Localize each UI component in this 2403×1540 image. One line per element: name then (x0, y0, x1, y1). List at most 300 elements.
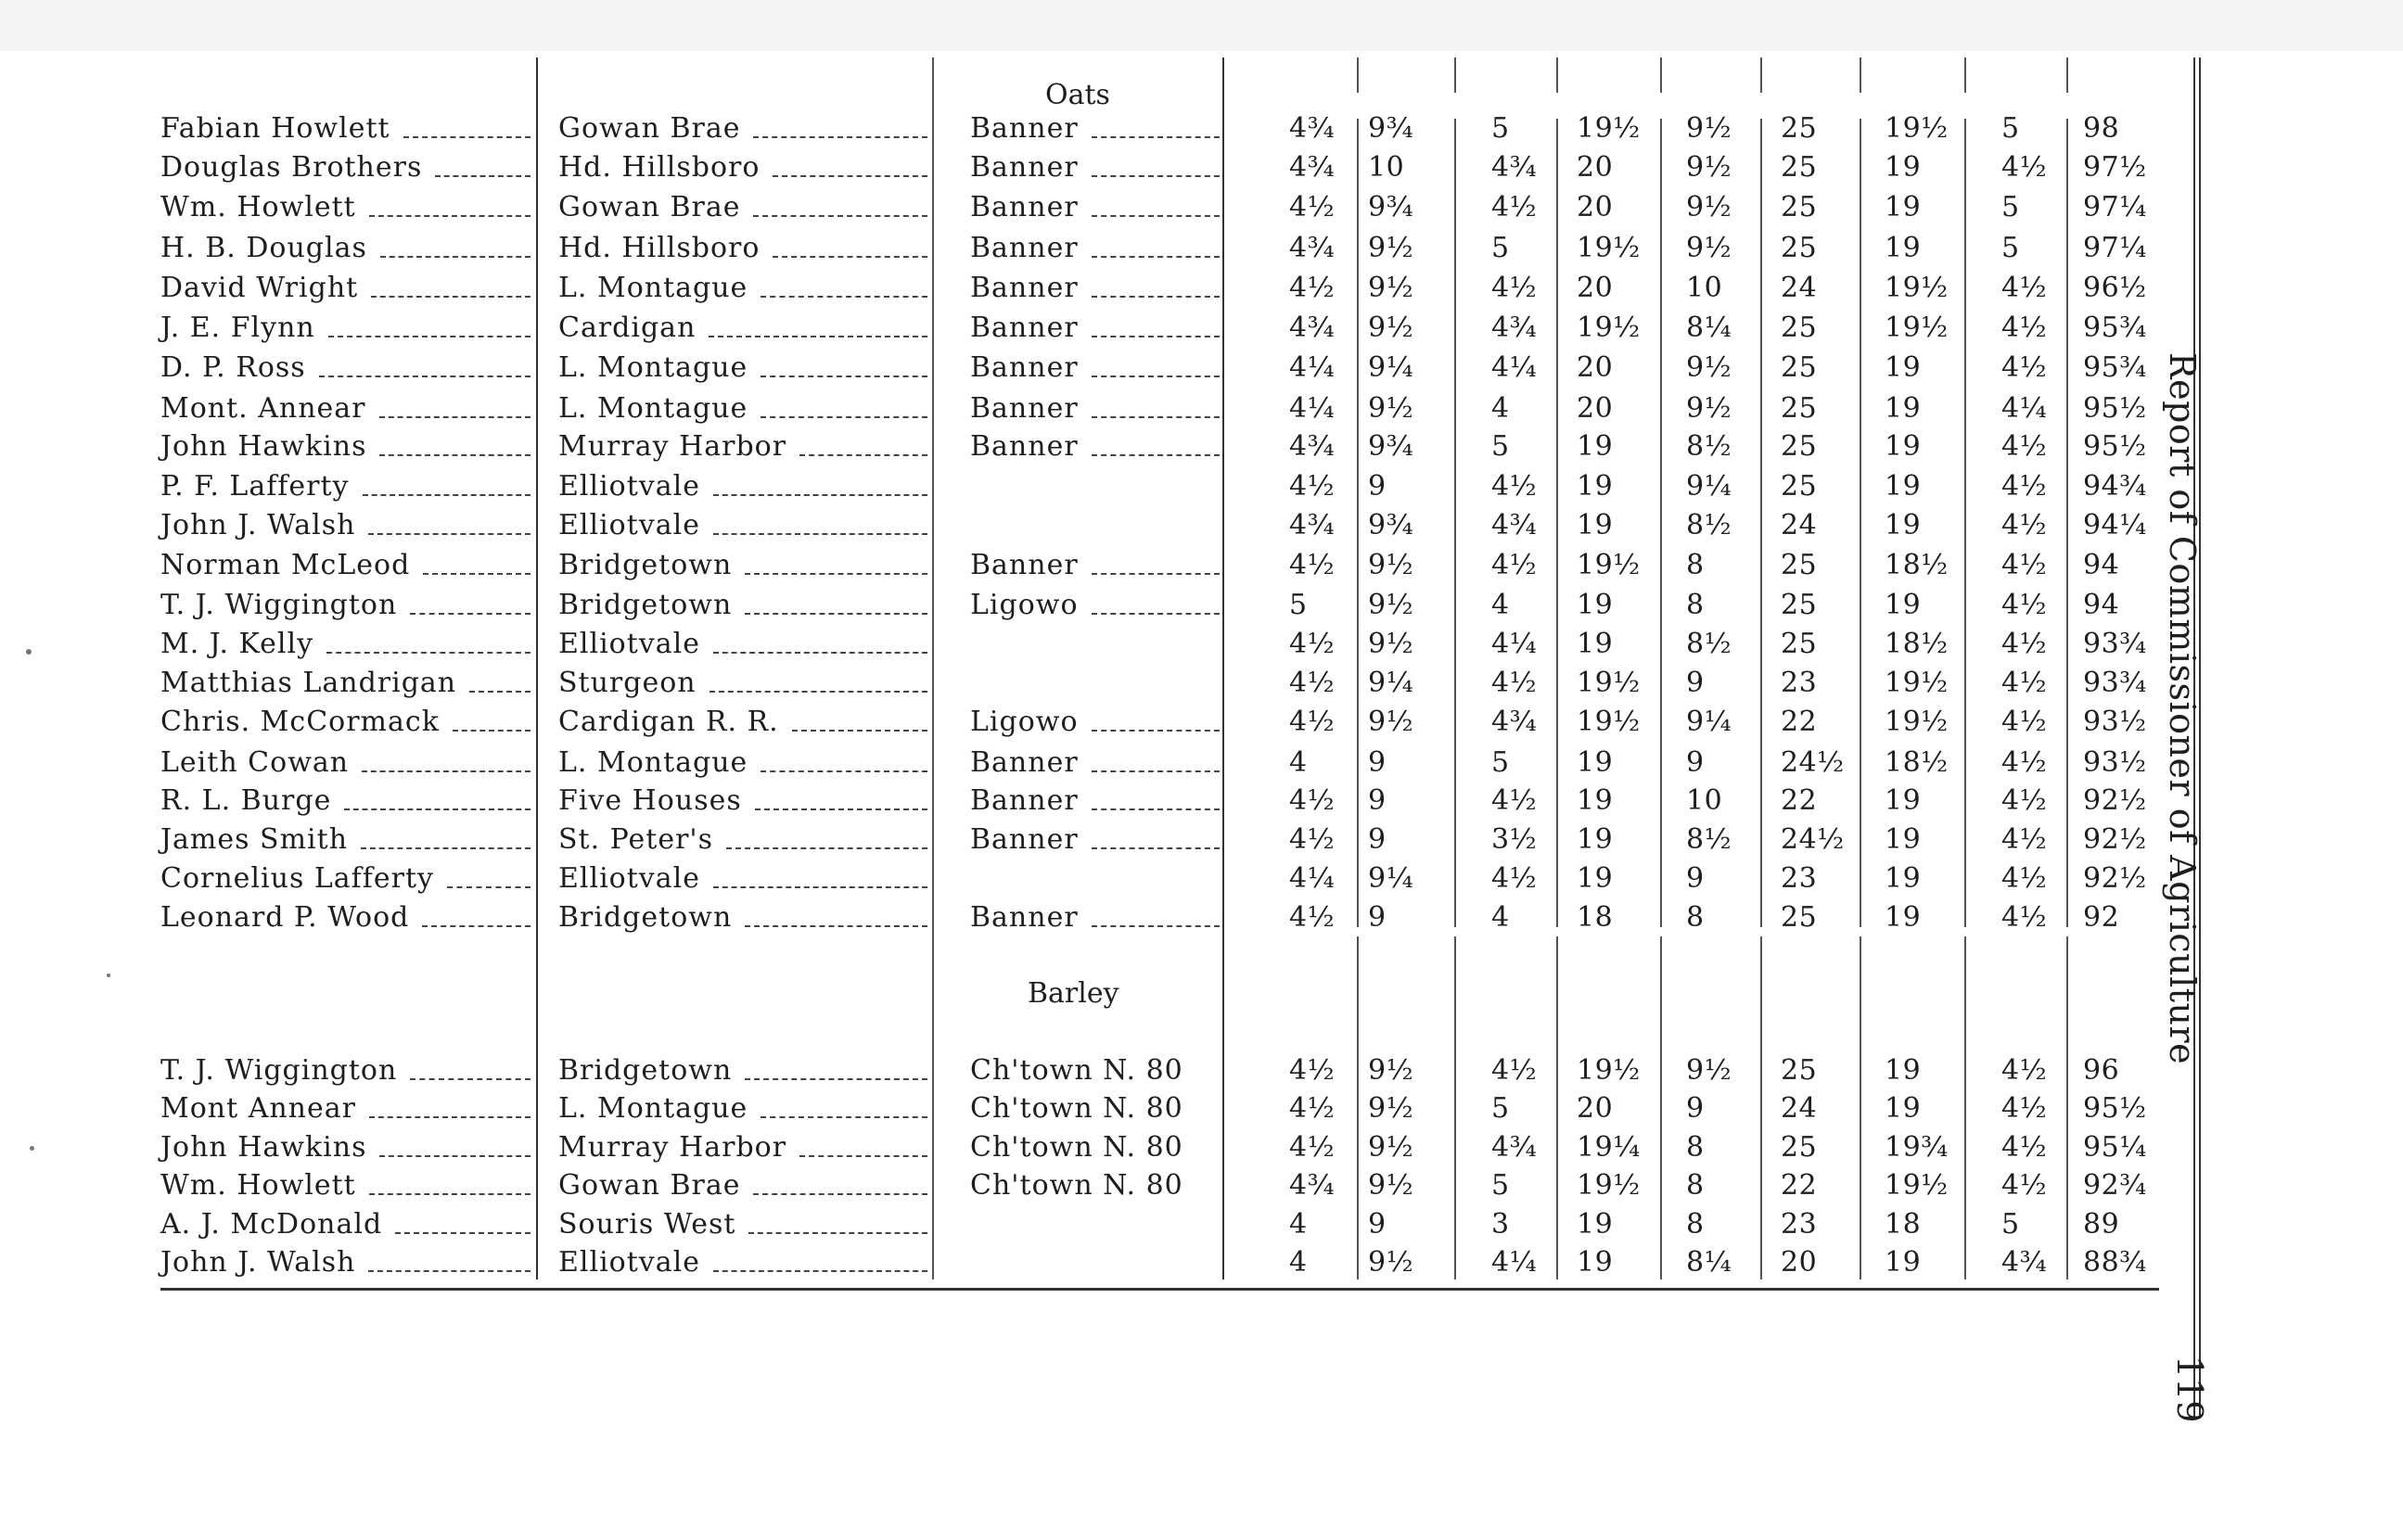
score-value: 19 (1885, 1092, 1922, 1125)
crop-variety: Ch'town N. 80 (970, 1131, 1183, 1164)
score-value: 19 (1577, 509, 1614, 541)
score-value: 19 (1577, 784, 1614, 817)
score-value: 19½ (1885, 272, 1949, 304)
score-value: 4½ (1289, 191, 1336, 223)
score-value: 4¾ (1289, 1169, 1336, 1202)
score-value: 20 (1577, 351, 1614, 384)
leader-dots (773, 256, 927, 258)
score-value: 4¾ (1491, 312, 1538, 344)
crop-variety: Banner (970, 430, 1079, 463)
grower-name: James Smith (160, 823, 349, 856)
score-value: 18½ (1885, 549, 1949, 581)
score-value: 4½ (2001, 589, 2048, 621)
grower-location: Elliotvale (558, 1246, 700, 1279)
score-value: 5 (1491, 232, 1510, 264)
score-value: 4½ (1289, 1131, 1336, 1164)
leader-dots (423, 573, 530, 575)
leader-dots (709, 336, 927, 337)
score-value: 9½ (1368, 1131, 1414, 1164)
score-value: 22 (1781, 1169, 1818, 1202)
score-value: 4½ (1491, 549, 1538, 581)
score-value: 95½ (2083, 392, 2147, 425)
leader-dots (1092, 416, 1220, 418)
score-value: 18 (1885, 1208, 1922, 1241)
score-value: 93½ (2083, 746, 2147, 779)
leader-dots (369, 215, 530, 217)
score-value: 9½ (1368, 1092, 1414, 1125)
grower-name: A. J. McDonald (160, 1208, 383, 1241)
grower-name: Norman McLeod (160, 549, 411, 581)
score-value: 18½ (1885, 746, 1949, 779)
leader-dots (1092, 730, 1220, 732)
score-value: 19 (1885, 191, 1922, 223)
score-value: 4 (1289, 746, 1308, 779)
score-value: 19½ (1577, 1054, 1641, 1087)
score-value: 25 (1781, 232, 1818, 264)
grower-location: Hd. Hillsboro (558, 151, 761, 184)
score-value: 4½ (1491, 470, 1538, 503)
score-value: 4½ (1491, 191, 1538, 223)
score-value: 25 (1781, 589, 1818, 621)
grower-name: John Hawkins (160, 1131, 367, 1164)
leader-dots (1092, 215, 1220, 217)
leader-dots (761, 770, 927, 772)
score-value: 4½ (2001, 272, 2048, 304)
score-value: 4½ (2001, 151, 2048, 184)
grower-location: Bridgetown (558, 1054, 733, 1087)
score-value: 9 (1368, 823, 1387, 856)
score-value: 9¾ (1368, 509, 1414, 541)
score-value: 19 (1885, 589, 1922, 621)
column-rule (1660, 57, 1662, 93)
grower-location: Cardigan R. R. (558, 706, 779, 738)
grower-name: Matthias Landrigan (160, 667, 457, 699)
score-value: 5 (2001, 232, 2020, 264)
leader-dots (1092, 808, 1220, 810)
score-value: 4½ (2001, 628, 2048, 660)
leader-dots (368, 1270, 530, 1272)
score-value: 5 (2001, 191, 2020, 223)
grower-location: Five Houses (558, 784, 742, 817)
grower-location: Murray Harbor (558, 1131, 787, 1164)
leader-dots (773, 175, 927, 177)
score-value: 9½ (1368, 706, 1414, 738)
grower-name: T. J. Wiggington (160, 589, 398, 621)
column-rule (1222, 57, 1224, 1279)
score-value: 23 (1781, 862, 1818, 895)
score-value: 19 (1885, 470, 1922, 503)
score-value: 4½ (1289, 1054, 1336, 1087)
leader-dots (1092, 256, 1220, 258)
score-value: 20 (1577, 191, 1614, 223)
crop-variety: Banner (970, 112, 1079, 145)
score-value: 4¼ (1491, 628, 1538, 660)
grower-name: Mont. Annear (160, 392, 366, 425)
score-value: 8 (1686, 1131, 1705, 1164)
column-rule (1357, 57, 1359, 93)
score-value: 9½ (1368, 1054, 1414, 1087)
grower-name: Mont Annear (160, 1092, 356, 1125)
leader-dots (713, 1270, 927, 1272)
score-value: 19 (1577, 589, 1614, 621)
column-rule (1660, 119, 1662, 927)
score-value: 4½ (2001, 746, 2048, 779)
leader-dots (753, 1193, 927, 1195)
score-value: 19½ (1577, 549, 1641, 581)
score-value: 19½ (1577, 312, 1641, 344)
section-heading: Barley (1028, 977, 1119, 1010)
leader-dots (726, 847, 927, 849)
score-value: 4 (1491, 901, 1510, 934)
score-value: 4½ (1289, 706, 1336, 738)
grower-location: L. Montague (558, 746, 748, 779)
score-value: 19 (1885, 901, 1922, 934)
crop-variety: Ch'town N. 80 (970, 1169, 1183, 1202)
score-value: 5 (1491, 430, 1510, 463)
grower-name: D. P. Ross (160, 351, 306, 384)
score-value: 25 (1781, 112, 1818, 145)
score-value: 25 (1781, 470, 1818, 503)
leader-dots (453, 730, 530, 732)
section-heading: Oats (1045, 79, 1110, 111)
score-value: 19 (1885, 509, 1922, 541)
crop-variety: Banner (970, 746, 1079, 779)
table-bottom-rule (160, 1288, 2159, 1291)
leader-dots (379, 454, 530, 456)
grower-location: L. Montague (558, 351, 748, 384)
grower-name: Fabian Howlett (160, 112, 390, 145)
score-value: 5 (2001, 112, 2020, 145)
score-value: 4¼ (1289, 351, 1336, 384)
score-value: 4¼ (1289, 392, 1336, 425)
leader-dots (761, 1116, 927, 1118)
grower-location: Elliotvale (558, 628, 700, 660)
score-value: 93½ (2083, 706, 2147, 738)
crop-variety: Ligowo (970, 589, 1079, 621)
column-rule (536, 57, 538, 1279)
crop-variety: Ch'town N. 80 (970, 1092, 1183, 1125)
leader-dots (368, 533, 530, 535)
leader-dots (753, 136, 927, 138)
leader-dots (761, 375, 927, 377)
leader-dots (1092, 296, 1220, 298)
score-value: 9½ (1686, 392, 1732, 425)
leader-dots (745, 1078, 927, 1080)
score-value: 4¼ (1491, 1246, 1538, 1279)
crop-variety: Banner (970, 151, 1079, 184)
score-value: 25 (1781, 351, 1818, 384)
leader-dots (1092, 770, 1220, 772)
score-value: 8 (1686, 1208, 1705, 1241)
leader-dots (709, 691, 927, 693)
score-value: 8 (1686, 1169, 1705, 1202)
leader-dots (362, 770, 530, 772)
score-value: 4½ (2001, 549, 2048, 581)
score-value: 9¾ (1368, 112, 1414, 145)
score-value: 24½ (1781, 746, 1845, 779)
score-value: 24½ (1781, 823, 1845, 856)
grower-name: Douglas Brothers (160, 151, 423, 184)
grower-location: Elliotvale (558, 509, 700, 541)
leader-dots (380, 256, 530, 258)
crop-variety: Banner (970, 901, 1079, 934)
score-value: 19 (1885, 351, 1922, 384)
leader-dots (761, 296, 927, 298)
score-value: 4½ (1289, 1092, 1336, 1125)
column-rule (1357, 119, 1359, 927)
score-value: 4 (1491, 589, 1510, 621)
crop-variety: Banner (970, 351, 1079, 384)
column-rule (1760, 119, 1762, 927)
score-value: 95¾ (2083, 351, 2147, 384)
score-value: 94¾ (2083, 470, 2147, 503)
score-value: 9½ (1368, 312, 1414, 344)
leader-dots (379, 1155, 530, 1157)
grower-location: Elliotvale (558, 470, 700, 503)
score-value: 25 (1781, 430, 1818, 463)
score-value: 3 (1491, 1208, 1510, 1241)
score-value: 4 (1289, 1208, 1308, 1241)
leader-dots (1092, 847, 1220, 849)
column-rule (1860, 119, 1861, 927)
score-value: 9½ (1686, 151, 1732, 184)
grower-location: Hd. Hillsboro (558, 232, 761, 264)
scan-speck (30, 1146, 34, 1151)
score-value: 19 (1885, 862, 1922, 895)
score-value: 8 (1686, 589, 1705, 621)
column-rule (1964, 57, 1966, 93)
score-value: 19 (1577, 746, 1614, 779)
grower-name: M. J. Kelly (160, 628, 314, 660)
page-number: 119 (2169, 1355, 2210, 1423)
score-value: 25 (1781, 549, 1818, 581)
grower-name: Chris. McCormack (160, 706, 440, 738)
score-value: 19½ (1577, 112, 1641, 145)
score-value: 4¾ (2001, 1246, 2048, 1279)
leader-dots (1092, 375, 1220, 377)
crop-variety: Banner (970, 784, 1079, 817)
leader-dots (745, 613, 927, 615)
score-value: 4½ (2001, 1131, 2048, 1164)
leader-dots (1092, 454, 1220, 456)
leader-dots (447, 886, 530, 888)
score-value: 24 (1781, 272, 1818, 304)
score-value: 4½ (2001, 470, 2048, 503)
crop-variety: Ch'town N. 80 (970, 1054, 1183, 1087)
score-value: 9 (1368, 784, 1387, 817)
score-value: 4¾ (1491, 151, 1538, 184)
grower-location: Murray Harbor (558, 430, 787, 463)
score-value: 4¾ (1491, 706, 1538, 738)
score-value: 92½ (2083, 862, 2147, 895)
leader-dots (1092, 573, 1220, 575)
leader-dots (761, 416, 927, 418)
score-value: 4¾ (1289, 430, 1336, 463)
score-value: 97¼ (2083, 191, 2147, 223)
column-rule (1760, 57, 1762, 93)
score-value: 9½ (1368, 1169, 1414, 1202)
grower-name: T. J. Wiggington (160, 1054, 398, 1087)
grower-name: John J. Walsh (160, 509, 356, 541)
score-value: 4½ (1289, 549, 1336, 581)
leader-dots (1092, 175, 1220, 177)
column-rule (932, 57, 934, 1279)
score-value: 4¾ (1289, 312, 1336, 344)
score-value: 19 (1885, 784, 1922, 817)
leader-dots (713, 652, 927, 654)
score-value: 4½ (1491, 862, 1538, 895)
column-rule (1556, 936, 1558, 1279)
score-value: 25 (1781, 628, 1818, 660)
score-value: 4½ (2001, 823, 2048, 856)
leader-dots (469, 691, 530, 693)
score-value: 9 (1368, 746, 1387, 779)
leader-dots (713, 494, 927, 496)
score-value: 25 (1781, 312, 1818, 344)
score-value: 19 (1577, 1208, 1614, 1241)
score-value: 10 (1686, 272, 1723, 304)
column-rule (1454, 57, 1456, 93)
grower-location: St. Peter's (558, 823, 714, 856)
score-value: 4½ (2001, 351, 2048, 384)
score-value: 19½ (1885, 312, 1949, 344)
leader-dots (371, 296, 530, 298)
score-value: 20 (1577, 392, 1614, 425)
crop-variety: Banner (970, 823, 1079, 856)
leader-dots (422, 925, 530, 927)
score-value: 8½ (1686, 823, 1732, 856)
score-value: 9 (1686, 746, 1705, 779)
score-value: 19 (1885, 1054, 1922, 1087)
score-value: 89 (2083, 1208, 2120, 1241)
score-value: 25 (1781, 1054, 1818, 1087)
leader-dots (799, 454, 927, 456)
leader-dots (361, 847, 530, 849)
column-rule (2066, 57, 2068, 93)
leader-dots (369, 1193, 530, 1195)
leader-dots (792, 730, 927, 732)
score-value: 9½ (1686, 232, 1732, 264)
leader-dots (326, 652, 530, 654)
grower-location: Cardigan (558, 312, 697, 344)
score-value: 19½ (1885, 706, 1949, 738)
score-value: 10 (1368, 151, 1405, 184)
grower-location: Gowan Brae (558, 112, 741, 145)
grower-location: Bridgetown (558, 901, 733, 934)
score-value: 95½ (2083, 430, 2147, 463)
score-value: 9 (1368, 1208, 1387, 1241)
score-value: 97½ (2083, 151, 2147, 184)
score-value: 5 (1491, 1169, 1510, 1202)
crop-variety: Banner (970, 272, 1079, 304)
score-value: 20 (1577, 151, 1614, 184)
score-value: 22 (1781, 784, 1818, 817)
score-value: 4½ (1289, 784, 1336, 817)
score-value: 4¼ (2001, 392, 2048, 425)
score-value: 23 (1781, 667, 1818, 699)
score-value: 4½ (1289, 901, 1336, 934)
column-rule (2066, 936, 2068, 1279)
score-value: 8 (1686, 901, 1705, 934)
score-value: 4¾ (1491, 509, 1538, 541)
score-value: 4½ (2001, 430, 2048, 463)
leader-dots (1092, 925, 1220, 927)
leader-dots (410, 613, 530, 615)
score-value: 19 (1577, 1246, 1614, 1279)
grower-location: Bridgetown (558, 549, 733, 581)
column-rule (1357, 936, 1359, 1279)
score-value: 19 (1577, 628, 1614, 660)
scan-top-margin (0, 0, 2403, 51)
score-value: 8½ (1686, 628, 1732, 660)
scan-speck (26, 649, 32, 655)
score-value: 4¾ (1289, 509, 1336, 541)
column-rule (1860, 57, 1861, 93)
score-value: 23 (1781, 1208, 1818, 1241)
score-value: 19½ (1885, 112, 1949, 145)
grower-location: L. Montague (558, 392, 748, 425)
score-value: 4½ (1289, 667, 1336, 699)
score-value: 88¾ (2083, 1246, 2147, 1279)
grower-location: Gowan Brae (558, 1169, 741, 1202)
score-value: 4½ (2001, 1169, 2048, 1202)
column-rule (1964, 119, 1966, 927)
score-value: 92½ (2083, 784, 2147, 817)
score-value: 19 (1577, 862, 1614, 895)
score-value: 19 (1885, 392, 1922, 425)
column-rule (2066, 119, 2068, 927)
score-value: 9½ (1686, 351, 1732, 384)
column-rule (1556, 57, 1558, 93)
score-value: 4¼ (1491, 351, 1538, 384)
score-value: 9½ (1686, 1054, 1732, 1087)
leader-dots (369, 1116, 530, 1118)
score-value: 9¼ (1368, 667, 1414, 699)
leader-dots (319, 375, 530, 377)
leader-dots (1092, 136, 1220, 138)
grower-name: Leith Cowan (160, 746, 350, 779)
column-rule (1964, 936, 1966, 1279)
grower-location: Gowan Brae (558, 191, 741, 223)
score-value: 93¾ (2083, 667, 2147, 699)
score-value: 5 (1491, 746, 1510, 779)
score-value: 25 (1781, 1131, 1818, 1164)
leader-dots (328, 336, 530, 337)
score-value: 4 (1491, 392, 1510, 425)
score-value: 4½ (1289, 628, 1336, 660)
column-rule (1860, 936, 1861, 1279)
score-value: 4½ (1491, 1054, 1538, 1087)
grower-name: David Wright (160, 272, 359, 304)
crop-variety: Banner (970, 312, 1079, 344)
column-rule (1760, 936, 1762, 1279)
score-value: 95¼ (2083, 1131, 2147, 1164)
score-value: 9½ (1368, 272, 1414, 304)
leader-dots (1092, 613, 1220, 615)
grower-name: Leonard P. Wood (160, 901, 410, 934)
score-value: 25 (1781, 901, 1818, 934)
crop-variety: Banner (970, 392, 1079, 425)
score-value: 3½ (1491, 823, 1538, 856)
score-value: 19 (1577, 430, 1614, 463)
score-value: 19½ (1885, 667, 1949, 699)
leader-dots (748, 1232, 927, 1234)
crop-variety: Banner (970, 549, 1079, 581)
score-value: 93¾ (2083, 628, 2147, 660)
leader-dots (1092, 336, 1220, 337)
score-value: 9 (1686, 862, 1705, 895)
leader-dots (410, 1078, 530, 1080)
